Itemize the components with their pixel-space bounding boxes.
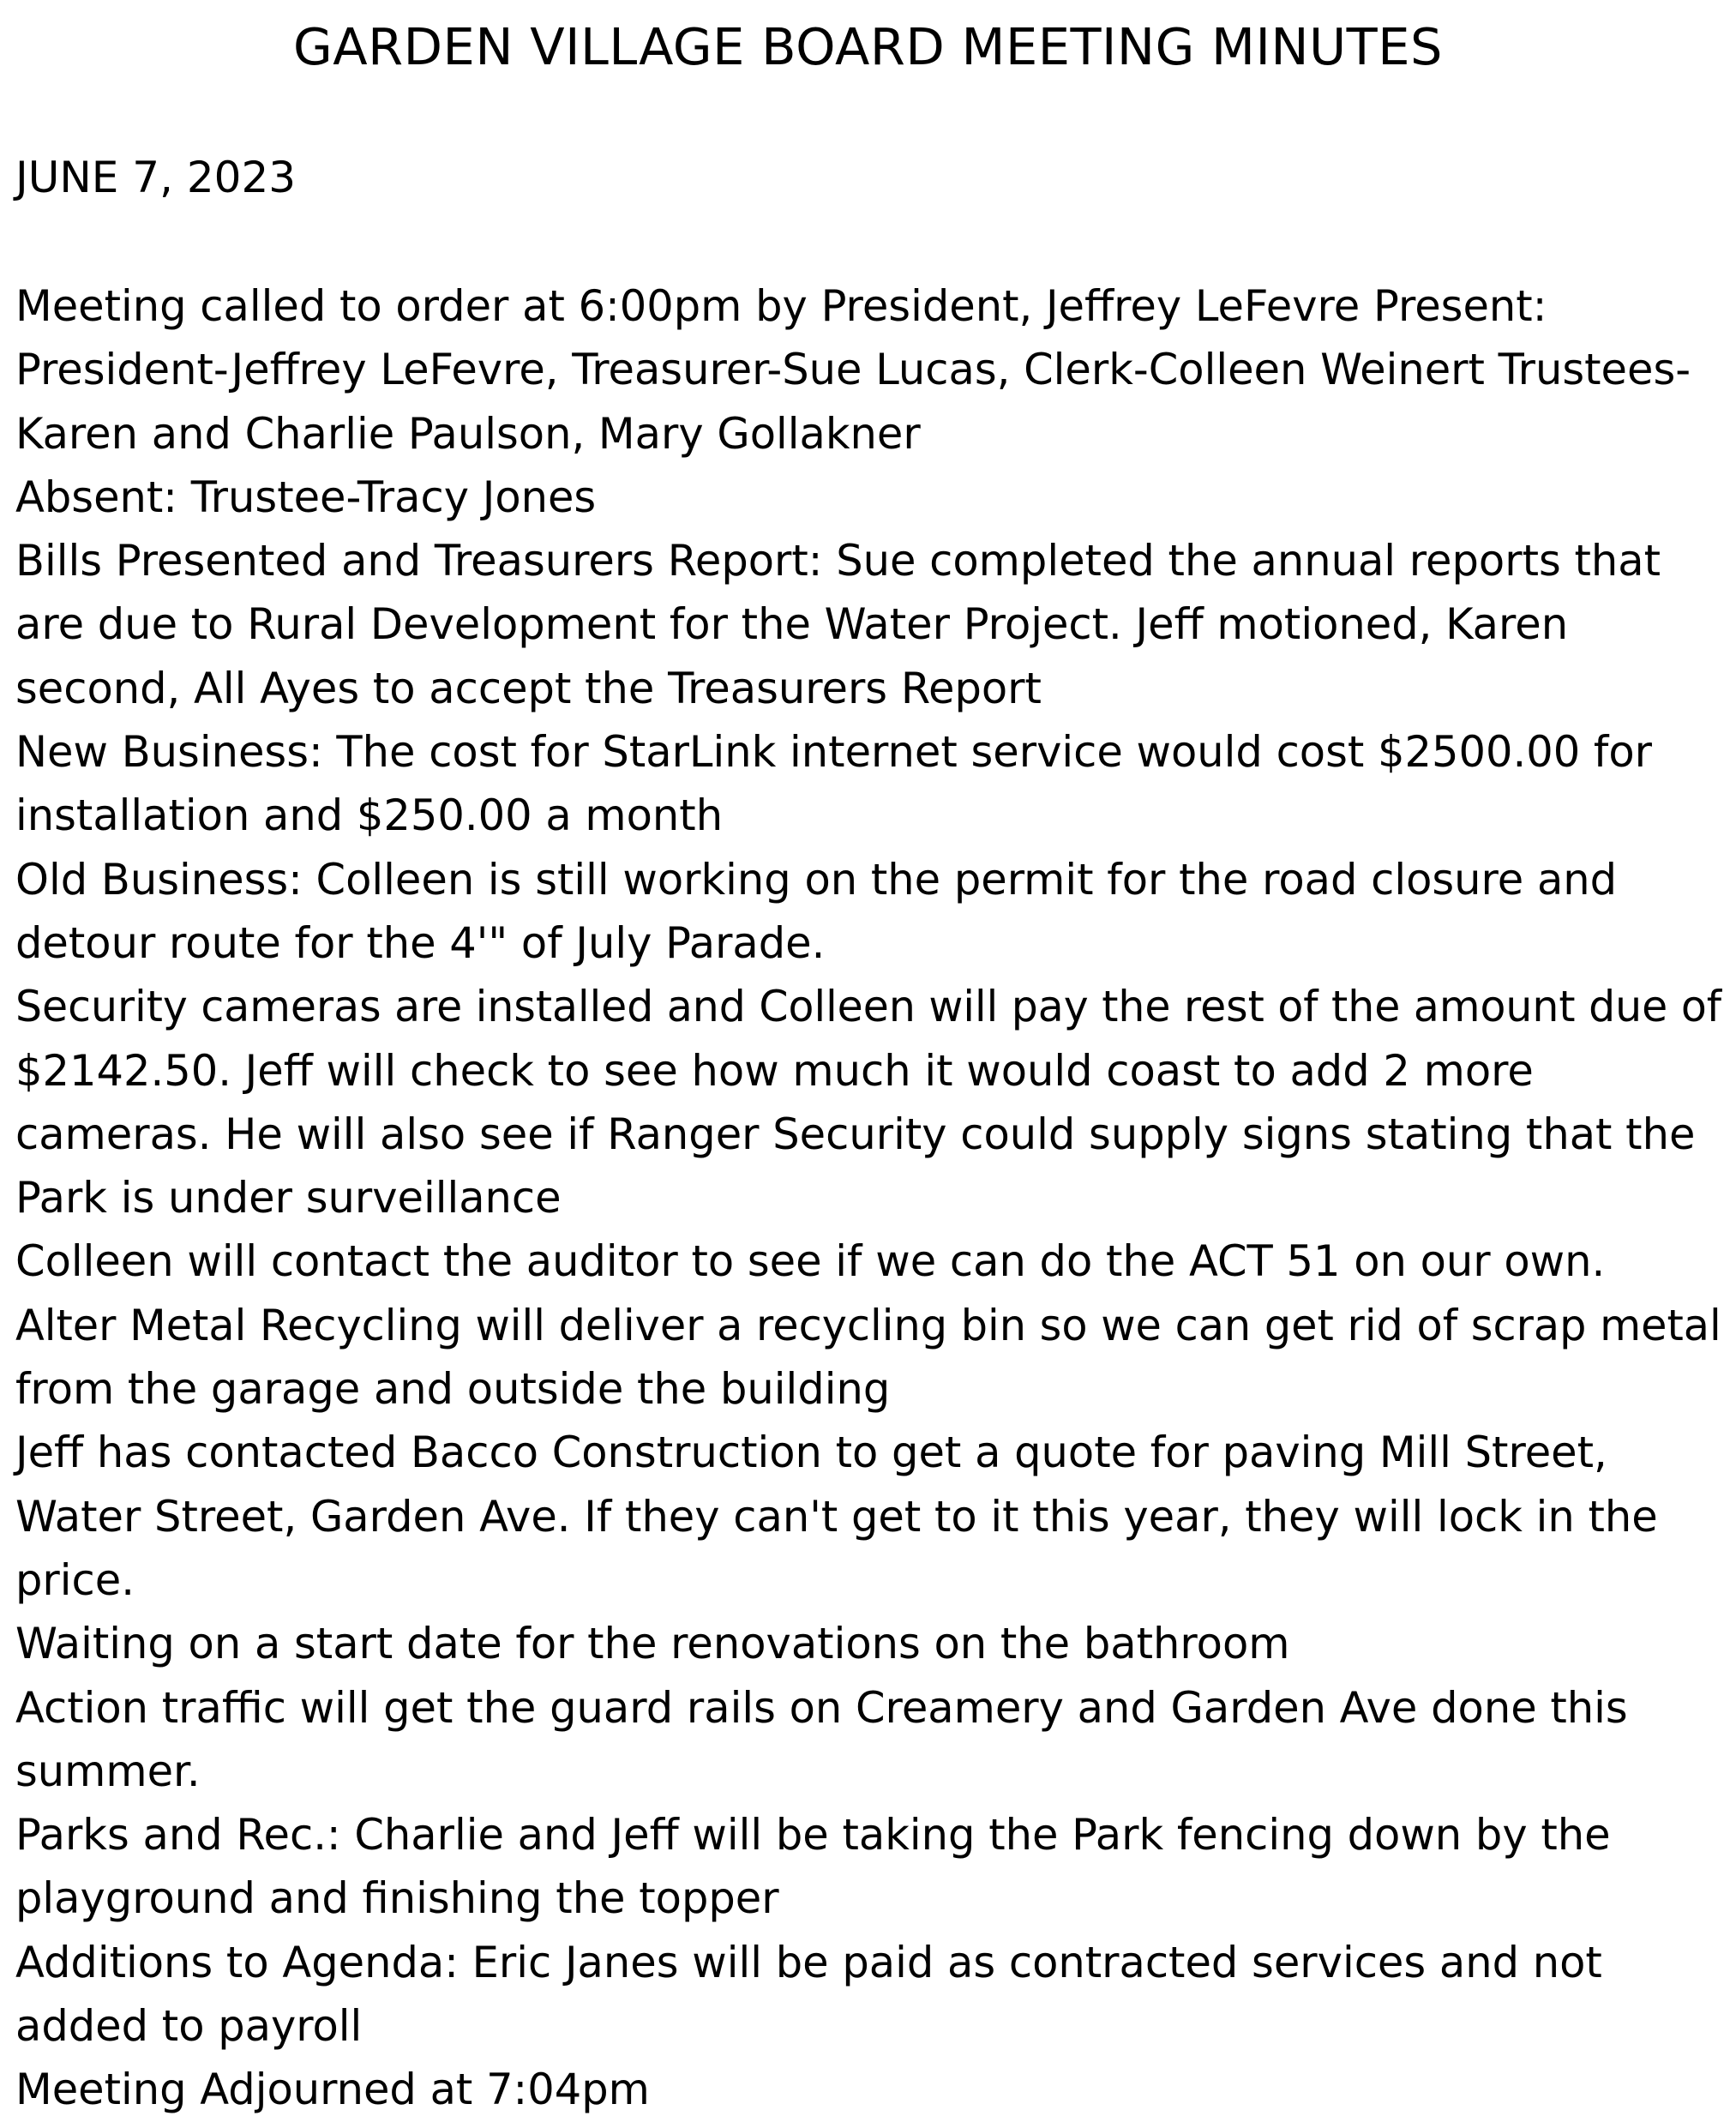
text-line: Old Business: Colleen is still working on the permit for the road closure and: [15, 854, 1618, 905]
text-line: price.: [15, 1554, 135, 1605]
document-title: GARDEN VILLAGE BOARD MEETING MINUTES: [293, 17, 1443, 76]
minutes-body: [15, 274, 1721, 2122]
text-line: Colleen will contact the auditor to see if we can do the ACT 51 on our own.: [15, 1236, 1606, 1287]
text-line: added to payroll: [15, 2001, 363, 2052]
text-line: Waiting on a start date for the renovations on the bathroom: [15, 1619, 1290, 1669]
text-line: Alter Metal Recycling will deliver a recycling bin so we can get rid of scrap metal: [15, 1300, 1721, 1350]
text-line: are due to Rural Development for the Water Project. Jeff motioned, Karen: [15, 599, 1569, 650]
text-line: playground and finishing the topper: [15, 1873, 779, 1924]
meeting-date: JUNE 7, 2023: [15, 153, 297, 202]
text-line: Meeting called to order at 6:00pm by President, Jeffrey LeFevre Present:: [15, 281, 1547, 331]
text-line: Bills Presented and Treasurers Report: Sue completed the annual reports that: [15, 536, 1661, 586]
text-line: Action traffic will get the guard rails on Creamery and Garden Ave done this: [15, 1682, 1628, 1733]
text-line: installation and $250.00 a month: [15, 790, 724, 841]
text-line: Meeting Adjourned at 7:04pm: [15, 2065, 650, 2115]
text-line: Karen and Charlie Paulson, Mary Gollakner: [15, 408, 921, 459]
text-line: Water Street, Garden Ave. If they can't get to it this year, they will lock in the: [15, 1491, 1658, 1542]
text-line: Security cameras are installed and Colleen will pay the rest of the amount due of: [15, 982, 1721, 1032]
text-line: from the garage and outside the building: [15, 1364, 891, 1415]
text-line: summer.: [15, 1746, 201, 1796]
text-line: Jeff has contacted Bacco Construction to get a quote for paving Mill Street,: [15, 1428, 1607, 1478]
text-line: Absent: Trustee-Tracy Jones: [15, 472, 597, 522]
text-line: Park is under surveillance: [15, 1173, 562, 1223]
text-line: cameras. He will also see if Ranger Security could supply signs stating that the: [15, 1109, 1696, 1159]
text-line: detour route for the 4'" of July Parade.: [15, 917, 826, 968]
text-line: Parks and Rec.: Charlie and Jeff will be taking the Park fencing down by the: [15, 1810, 1611, 1861]
text-line: President-Jeffrey LeFevre, Treasurer-Sue Lucas, Clerk-Colleen Weinert Trustees-: [15, 345, 1691, 395]
text-line: Additions to Agenda: Eric Janes will be paid as contracted services and not: [15, 1937, 1602, 1987]
text-line: New Business: The cost for StarLink internet service would cost $2500.00 for: [15, 727, 1652, 778]
text-line: $2142.50. Jeff will check to see how much it would coast to add 2 more: [15, 1045, 1534, 1096]
text-line: second, All Ayes to accept the Treasurers Report: [15, 663, 1042, 713]
